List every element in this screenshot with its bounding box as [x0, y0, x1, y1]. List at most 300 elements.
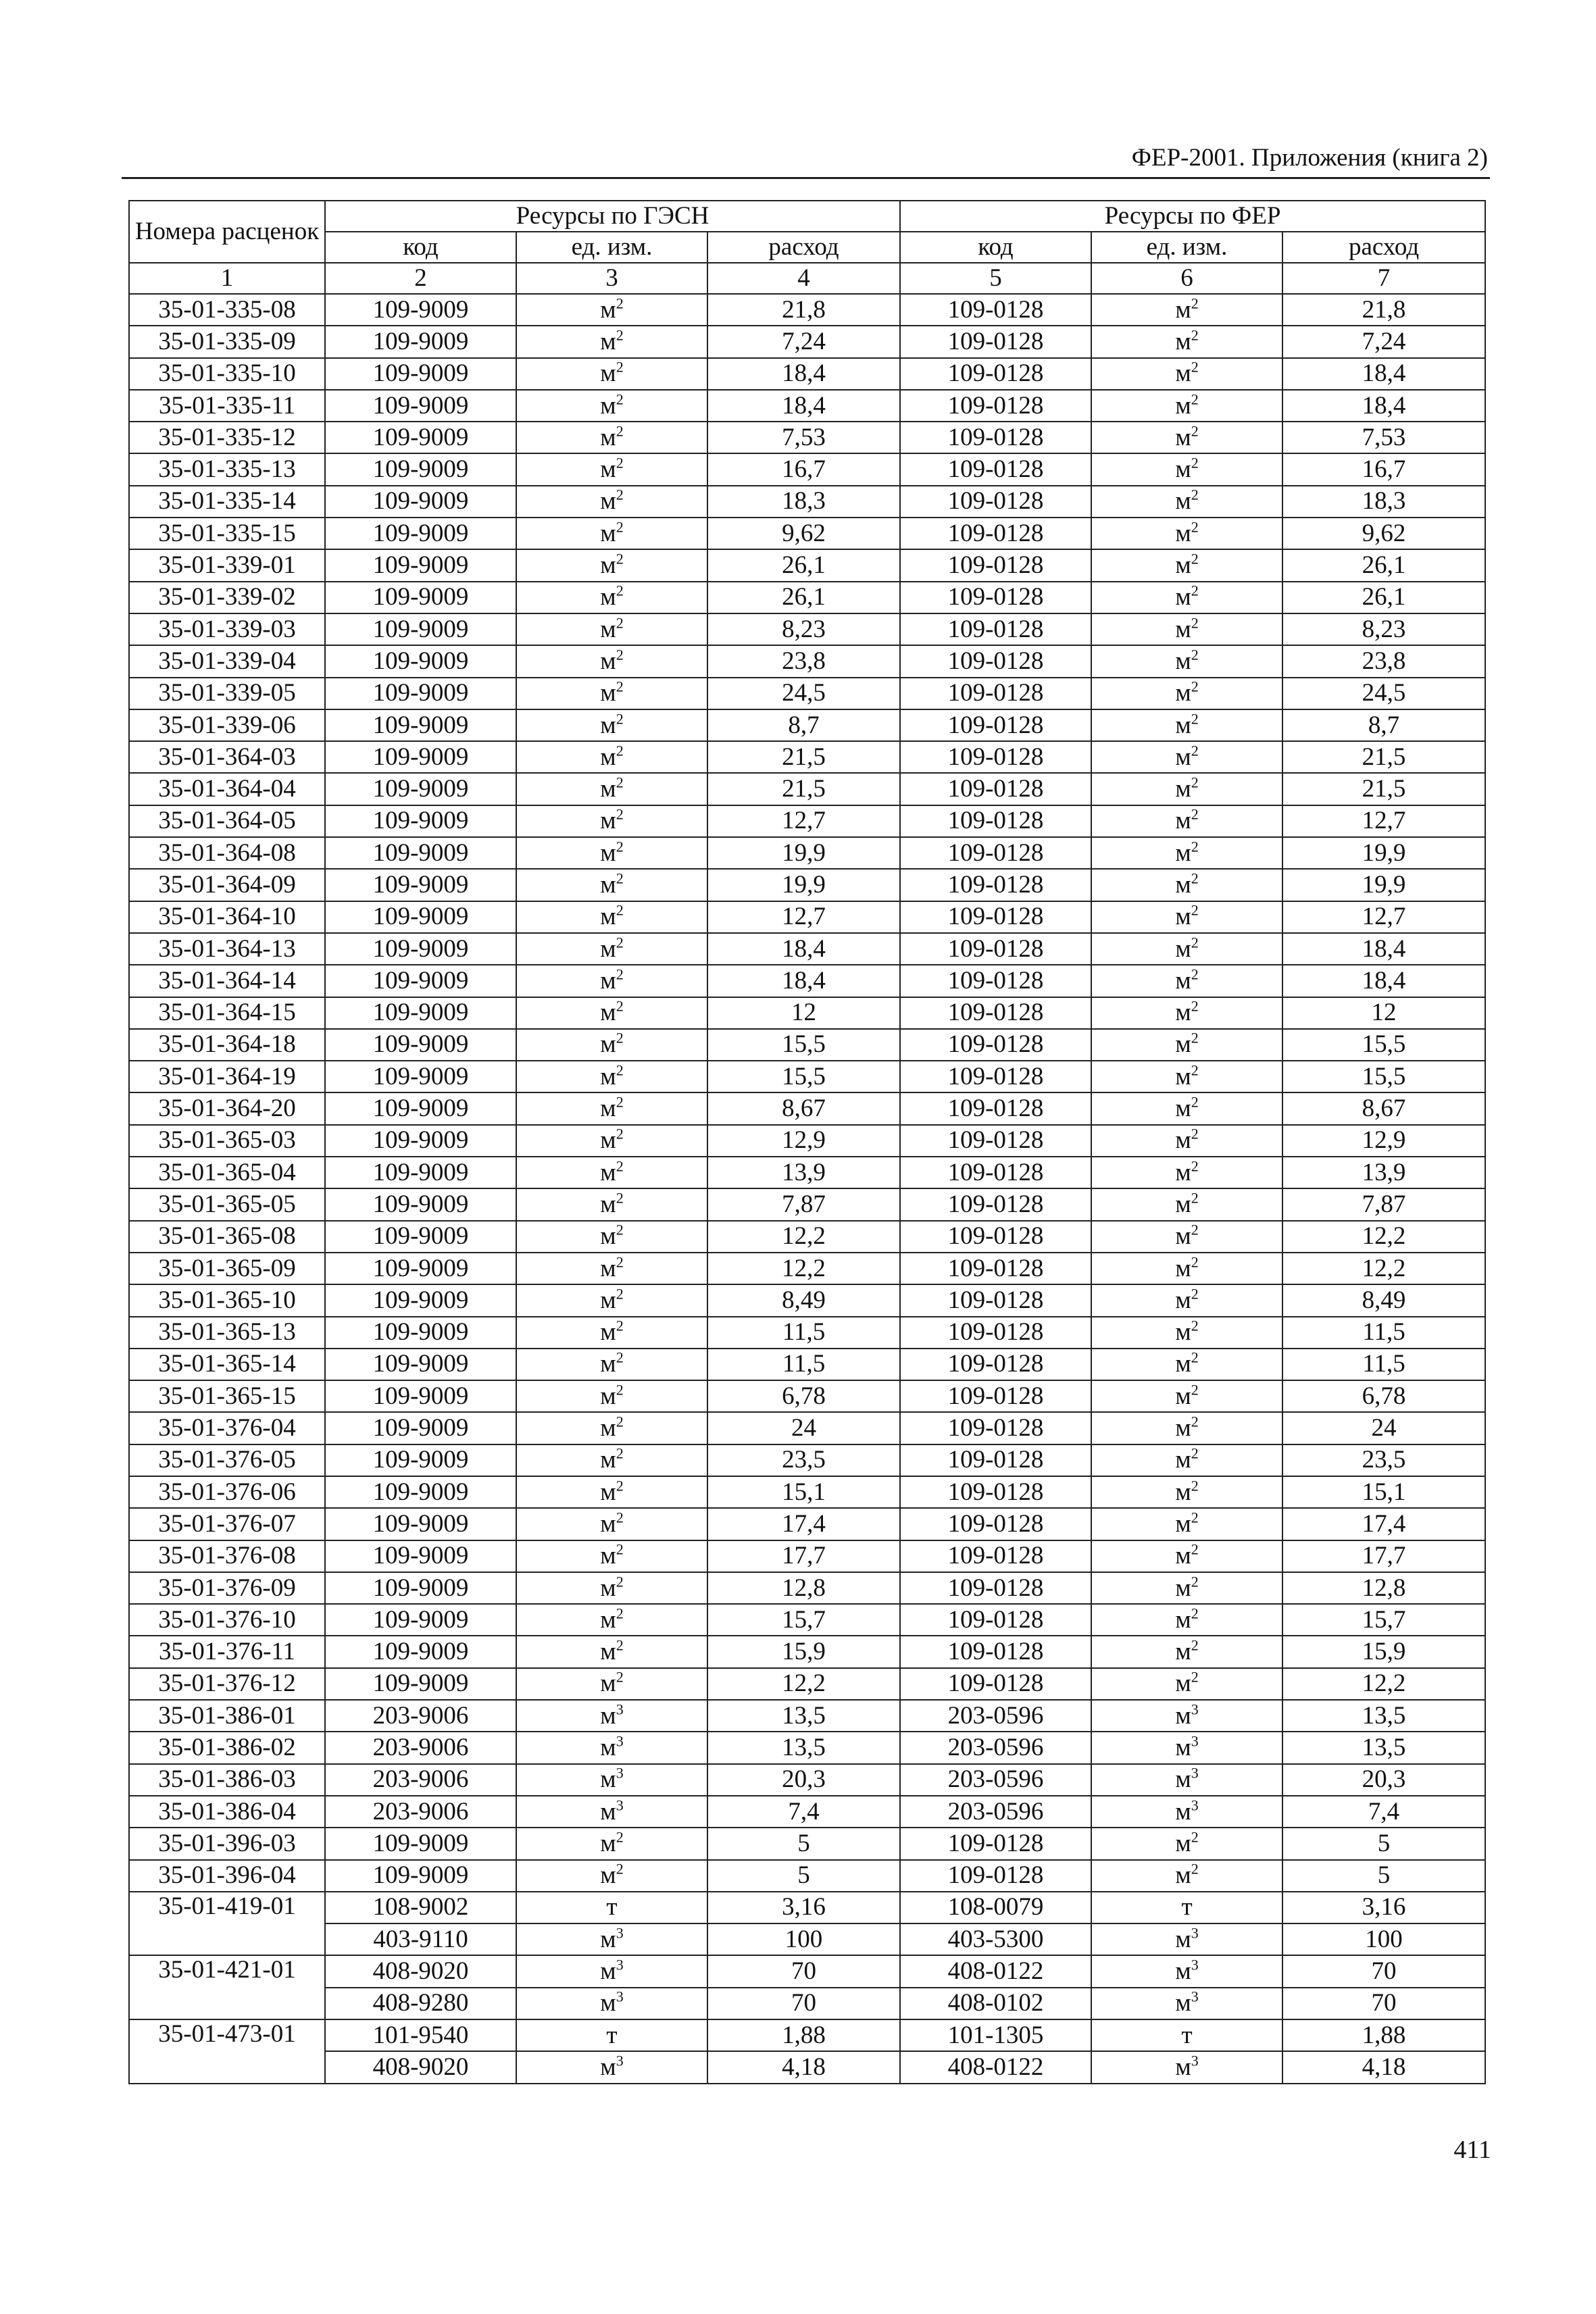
unit-exponent: 2: [616, 774, 624, 791]
table-row: [129, 997, 1485, 1029]
rate-number-cell: 35-01-339-05: [129, 678, 325, 709]
page-number: 411: [1453, 2136, 1491, 2164]
gesn-unit-cell: [516, 1125, 707, 1157]
gesn-code-cell: 109-9009: [325, 1092, 516, 1124]
fer-code-cell: 109-0128: [900, 1412, 1091, 1444]
fer-code-cell: 109-0128: [900, 486, 1091, 518]
unit-text: м: [1175, 1478, 1191, 1506]
gesn-qty-cell: 18,4: [707, 933, 900, 965]
table-row: [129, 518, 1485, 549]
gesn-code-cell: 109-9009: [325, 1029, 516, 1061]
fer-unit-cell: [1091, 741, 1282, 773]
fer-qty-cell: 13,9: [1282, 1157, 1485, 1188]
gesn-unit-cell: [516, 997, 707, 1029]
fer-unit-cell: [1091, 1572, 1282, 1604]
table-row: [129, 901, 1485, 933]
gesn-unit-cell: [516, 1317, 707, 1349]
fer-qty-cell: 16,7: [1282, 453, 1485, 485]
unit-exponent: 2: [1191, 550, 1199, 568]
gesn-unit-cell: [516, 326, 707, 357]
gesn-code-cell: 109-9009: [325, 1412, 516, 1444]
gesn-code-cell: 109-9009: [325, 390, 516, 422]
fer-qty-cell: 7,24: [1282, 326, 1485, 357]
unit-exponent: 2: [616, 1605, 624, 1622]
gesn-code-cell: 109-9009: [325, 1253, 516, 1284]
unit-text: м: [600, 1542, 616, 1570]
fer-unit-cell: [1091, 1732, 1282, 1763]
gesn-unit-cell: [516, 1700, 707, 1732]
unit-exponent: 2: [1191, 1413, 1199, 1430]
column-number: 6: [1091, 263, 1282, 294]
gesn-unit-cell: [516, 1540, 707, 1572]
gesn-code-cell: 109-9009: [325, 933, 516, 965]
fer-unit-cell: [1091, 1349, 1282, 1380]
fer-unit-cell: [1091, 997, 1282, 1029]
table-row: [129, 773, 1485, 805]
fer-qty-cell: 11,5: [1282, 1349, 1485, 1380]
rate-number-cell: 35-01-339-02: [129, 582, 325, 613]
fer-unit-cell: [1091, 1668, 1282, 1700]
gesn-code-cell: 109-9009: [325, 1125, 516, 1157]
unit-exponent: 2: [616, 550, 624, 568]
unit-text: м: [600, 1350, 616, 1378]
table-row: [129, 837, 1485, 869]
gesn-qty-cell: 70: [707, 1955, 900, 1987]
gesn-unit-header: ед. изм.: [516, 232, 707, 263]
gesn-code-cell: 109-9009: [325, 1444, 516, 1476]
fer-code-cell: 109-0128: [900, 709, 1091, 741]
fer-code-cell: 109-0128: [900, 1029, 1091, 1061]
table-row: [129, 1061, 1485, 1092]
unit-exponent: 2: [616, 614, 624, 632]
fer-qty-cell: 70: [1282, 1988, 1485, 2019]
unit-exponent: 2: [1191, 1509, 1199, 1526]
fer-code-cell: 403-5300: [900, 1923, 1091, 1955]
gesn-code-cell: 109-9009: [325, 1572, 516, 1604]
gesn-unit-cell: [516, 518, 707, 549]
table-row: [129, 965, 1485, 997]
gesn-unit-cell: [516, 773, 707, 805]
fer-code-cell: 109-0128: [900, 1188, 1091, 1220]
table-row: [129, 1828, 1485, 1859]
rate-number-cell: 35-01-365-10: [129, 1284, 325, 1316]
fer-qty-cell: 7,4: [1282, 1796, 1485, 1828]
gesn-code-cell: 109-9009: [325, 422, 516, 453]
unit-exponent: 2: [1191, 1669, 1199, 1686]
table-row: [129, 1092, 1485, 1124]
fer-qty-cell: 4,18: [1282, 2051, 1485, 2083]
fer-unit-cell: [1091, 1157, 1282, 1188]
gesn-unit-cell: [516, 1923, 707, 1955]
fer-code-header: код: [900, 232, 1091, 263]
gesn-resources-header: Ресурсы по ГЭСН: [325, 201, 900, 232]
table-row: [129, 422, 1485, 453]
fer-unit-cell: [1091, 1029, 1282, 1061]
unit-text: м: [600, 1861, 616, 1890]
fer-unit-cell: [1091, 613, 1282, 645]
unit-text: м: [1175, 679, 1191, 707]
unit-text: м: [1175, 1701, 1191, 1730]
unit-exponent: 2: [1191, 1860, 1199, 1878]
unit-exponent: 2: [616, 710, 624, 728]
column-number: 5: [900, 263, 1091, 294]
gesn-code-cell: 109-9009: [325, 1380, 516, 1412]
gesn-qty-cell: 18,3: [707, 486, 900, 518]
fer-qty-cell: 15,5: [1282, 1061, 1485, 1092]
fer-code-cell: 109-0128: [900, 1061, 1091, 1092]
fer-unit-cell: [1091, 1188, 1282, 1220]
rate-number-cell: 35-01-364-09: [129, 869, 325, 901]
unit-text: м: [600, 1286, 616, 1314]
unit-text: м: [1175, 1254, 1191, 1282]
gesn-qty-cell: 26,1: [707, 549, 900, 581]
rate-number-cell: 35-01-376-11: [129, 1636, 325, 1667]
fer-qty-cell: 21,8: [1282, 294, 1485, 326]
unit-exponent: 2: [616, 1157, 624, 1175]
fer-unit-cell: [1091, 1988, 1282, 2019]
gesn-qty-cell: 9,62: [707, 518, 900, 549]
gesn-qty-cell: 20,3: [707, 1764, 900, 1796]
fer-unit-cell: [1091, 2051, 1282, 2083]
unit-text: м: [1175, 519, 1191, 547]
gesn-qty-cell: 8,23: [707, 613, 900, 645]
fer-qty-cell: 18,4: [1282, 965, 1485, 997]
fer-qty-cell: 21,5: [1282, 773, 1485, 805]
gesn-qty-cell: 5: [707, 1860, 900, 1892]
unit-exponent: 2: [1191, 1445, 1199, 1462]
unit-text: м: [600, 1222, 616, 1251]
rate-number-cell: 35-01-376-10: [129, 1604, 325, 1636]
unit-text: м: [600, 1765, 616, 1794]
unit-exponent: 2: [616, 1349, 624, 1367]
fer-unit-cell: [1091, 901, 1282, 933]
gesn-qty-cell: 13,9: [707, 1157, 900, 1188]
rate-number-cell: 35-01-365-13: [129, 1317, 325, 1349]
fer-qty-cell: 26,1: [1282, 582, 1485, 613]
fer-qty-cell: 24,5: [1282, 678, 1485, 709]
unit-exponent: 2: [616, 454, 624, 472]
gesn-unit-cell: [516, 1764, 707, 1796]
rate-number-cell: 35-01-386-03: [129, 1764, 325, 1796]
fer-qty-cell: 12,7: [1282, 805, 1485, 837]
table-row: [129, 1860, 1485, 1892]
table-row: [129, 1955, 1485, 1987]
unit-text: м: [600, 647, 616, 675]
unit-exponent: 2: [1191, 391, 1199, 408]
fer-code-cell: 109-0128: [900, 1317, 1091, 1349]
fer-unit-cell: [1091, 582, 1282, 613]
gesn-qty-cell: 19,9: [707, 837, 900, 869]
column-number: 2: [325, 263, 516, 294]
gesn-unit-cell: [516, 1476, 707, 1508]
fer-unit-cell: [1091, 2019, 1282, 2051]
unit-exponent: 2: [616, 422, 624, 440]
table-row: [129, 326, 1485, 357]
fer-code-cell: 109-0128: [900, 1636, 1091, 1667]
fer-qty-cell: 23,8: [1282, 645, 1485, 677]
gesn-qty-cell: 100: [707, 1923, 900, 1955]
gesn-code-cell: 408-9280: [325, 1988, 516, 2019]
gesn-unit-cell: [516, 678, 707, 709]
unit-text: м: [600, 838, 616, 867]
unit-text: м: [600, 615, 616, 643]
table-row: [129, 1508, 1485, 1540]
gesn-qty-cell: 15,5: [707, 1029, 900, 1061]
unit-exponent: 3: [1191, 1988, 1199, 2006]
unit-exponent: 2: [1191, 1573, 1199, 1590]
fer-code-cell: 109-0128: [900, 1572, 1091, 1604]
fer-qty-cell: 19,9: [1282, 837, 1485, 869]
unit-exponent: 2: [1191, 326, 1199, 344]
gesn-unit-cell: [516, 2019, 707, 2051]
gesn-qty-cell: 17,4: [707, 1508, 900, 1540]
unit-exponent: 2: [1191, 422, 1199, 440]
fer-code-cell: 109-0128: [900, 326, 1091, 357]
fer-unit-cell: [1091, 1221, 1282, 1253]
running-header: ФЕР-2001. Приложения (книга 2): [1131, 144, 1488, 172]
gesn-code-cell: 109-9009: [325, 358, 516, 390]
fer-qty-cell: 15,5: [1282, 1029, 1485, 1061]
unit-text: м: [1175, 1222, 1191, 1251]
gesn-unit-cell: [516, 741, 707, 773]
unit-exponent: 2: [1191, 678, 1199, 695]
gesn-code-cell: 109-9009: [325, 549, 516, 581]
gesn-code-cell: 109-9009: [325, 805, 516, 837]
unit-text: м: [1175, 295, 1191, 324]
gesn-unit-cell: [516, 709, 707, 741]
table-body: [129, 294, 1485, 2084]
gesn-unit-cell: [516, 613, 707, 645]
table-row: [129, 1284, 1485, 1316]
fer-qty-cell: 18,4: [1282, 933, 1485, 965]
unit-exponent: 2: [1191, 965, 1199, 983]
unit-text: м: [600, 807, 616, 835]
rate-number-cell: 35-01-364-04: [129, 773, 325, 805]
gesn-unit-cell: [516, 869, 707, 901]
fer-unit-cell: [1091, 518, 1282, 549]
gesn-unit-cell: [516, 805, 707, 837]
gesn-code-cell: 109-9009: [325, 837, 516, 869]
gesn-qty-cell: 6,78: [707, 1380, 900, 1412]
unit-text: м: [600, 391, 616, 420]
fer-unit-cell: [1091, 1317, 1282, 1349]
unit-text: м: [600, 1318, 616, 1347]
unit-text: т: [606, 1893, 618, 1921]
unit-exponent: 2: [1191, 1285, 1199, 1303]
unit-exponent: 2: [1191, 646, 1199, 663]
unit-exponent: 2: [1191, 1605, 1199, 1622]
table-row: [129, 869, 1485, 901]
unit-text: м: [600, 1095, 616, 1123]
gesn-qty-cell: 8,7: [707, 709, 900, 741]
unit-text: м: [600, 1829, 616, 1857]
unit-text: м: [600, 1190, 616, 1218]
rate-number-cell: 35-01-365-09: [129, 1253, 325, 1284]
gesn-code-cell: 109-9009: [325, 294, 516, 326]
unit-exponent: 2: [1191, 1317, 1199, 1334]
gesn-code-cell: 109-9009: [325, 965, 516, 997]
gesn-unit-cell: [516, 2051, 707, 2083]
unit-text: м: [1175, 1989, 1191, 2017]
gesn-qty-cell: 16,7: [707, 453, 900, 485]
table-row: [129, 453, 1485, 485]
gesn-qty-cell: 12,7: [707, 901, 900, 933]
fer-code-cell: 109-0128: [900, 1444, 1091, 1476]
unit-text: м: [1175, 1318, 1191, 1347]
fer-qty-header: расход: [1282, 232, 1485, 263]
table-row: [129, 645, 1485, 677]
fer-unit-cell: [1091, 358, 1282, 390]
table-row: [129, 1349, 1485, 1380]
fer-qty-cell: 5: [1282, 1828, 1485, 1859]
unit-exponent: 2: [1191, 486, 1199, 504]
rate-number-cell: 35-01-335-09: [129, 326, 325, 357]
fer-qty-cell: 7,53: [1282, 422, 1485, 453]
unit-exponent: 2: [616, 870, 624, 887]
gesn-code-cell: 109-9009: [325, 645, 516, 677]
unit-text: м: [600, 1957, 616, 1986]
gesn-code-cell: 109-9009: [325, 869, 516, 901]
table-row: [129, 1253, 1485, 1284]
gesn-unit-cell: [516, 582, 707, 613]
fer-code-cell: 109-0128: [900, 549, 1091, 581]
unit-exponent: 2: [616, 1669, 624, 1686]
fer-code-cell: 109-0128: [900, 837, 1091, 869]
unit-exponent: 2: [1191, 1540, 1199, 1558]
gesn-unit-cell: [516, 1412, 707, 1444]
rate-number-cell: 35-01-335-10: [129, 358, 325, 390]
unit-exponent: 2: [1191, 295, 1199, 312]
rate-number-cell: 35-01-335-11: [129, 390, 325, 422]
table-row: [129, 1668, 1485, 1700]
unit-text: м: [600, 903, 616, 931]
fer-unit-cell: [1091, 1508, 1282, 1540]
fer-resources-header: Ресурсы по ФЕР: [900, 201, 1485, 232]
gesn-unit-cell: [516, 486, 707, 518]
unit-text: м: [1175, 1414, 1191, 1442]
gesn-unit-cell: [516, 1061, 707, 1092]
table-row: [129, 549, 1485, 581]
unit-text: м: [600, 1701, 616, 1730]
table-row: [129, 678, 1485, 709]
rate-number-cell: 35-01-339-03: [129, 613, 325, 645]
gesn-qty-cell: 7,87: [707, 1188, 900, 1220]
gesn-code-cell: 203-9006: [325, 1700, 516, 1732]
table-row: [129, 1572, 1485, 1604]
unit-exponent: 2: [616, 1509, 624, 1526]
table-row: [129, 709, 1485, 741]
gesn-unit-cell: [516, 965, 707, 997]
table-row: [129, 1700, 1485, 1732]
fer-code-cell: 203-0596: [900, 1700, 1091, 1732]
fer-code-cell: 109-0128: [900, 1540, 1091, 1572]
unit-text: м: [1175, 1382, 1191, 1410]
fer-code-cell: 109-0128: [900, 645, 1091, 677]
rate-number-cell: 35-01-376-09: [129, 1572, 325, 1604]
gesn-code-cell: 109-9009: [325, 1317, 516, 1349]
unit-text: м: [1175, 551, 1191, 580]
unit-exponent: 2: [616, 582, 624, 599]
fer-code-cell: 109-0128: [900, 1221, 1091, 1253]
gesn-code-cell: 109-9009: [325, 901, 516, 933]
table-row: [129, 1221, 1485, 1253]
unit-text: м: [600, 2053, 616, 2081]
unit-text: м: [600, 966, 616, 995]
gesn-qty-cell: 21,5: [707, 773, 900, 805]
unit-exponent: 2: [1191, 774, 1199, 791]
fer-qty-cell: 3,16: [1282, 1892, 1485, 1923]
gesn-unit-cell: [516, 1604, 707, 1636]
fer-unit-header: ед. изм.: [1091, 232, 1282, 263]
fer-code-cell: 109-0128: [900, 1604, 1091, 1636]
fer-qty-cell: 13,5: [1282, 1700, 1485, 1732]
rate-number-cell: 35-01-396-03: [129, 1828, 325, 1859]
fer-unit-cell: [1091, 837, 1282, 869]
fer-qty-cell: 23,5: [1282, 1444, 1485, 1476]
unit-text: м: [600, 583, 616, 611]
gesn-unit-cell: [516, 1444, 707, 1476]
unit-text: м: [600, 999, 616, 1027]
fer-qty-cell: 8,67: [1282, 1092, 1485, 1124]
fer-code-cell: 109-0128: [900, 1380, 1091, 1412]
unit-exponent: 3: [616, 1701, 624, 1718]
column-number: 3: [516, 263, 707, 294]
unit-exponent: 3: [616, 1956, 624, 1973]
gesn-unit-cell: [516, 1572, 707, 1604]
fer-unit-cell: [1091, 1061, 1282, 1092]
table-row: [129, 1476, 1485, 1508]
column-number-row: [129, 263, 1485, 294]
unit-exponent: 2: [1191, 1189, 1199, 1207]
fer-code-cell: 408-0122: [900, 1955, 1091, 1987]
fer-code-cell: 203-0596: [900, 1732, 1091, 1763]
gesn-qty-cell: 15,7: [707, 1604, 900, 1636]
unit-exponent: 2: [616, 1093, 624, 1111]
unit-text: м: [600, 934, 616, 963]
gesn-unit-cell: [516, 645, 707, 677]
gesn-code-cell: 109-9009: [325, 773, 516, 805]
unit-text: т: [1181, 1893, 1193, 1921]
unit-exponent: 2: [616, 1253, 624, 1271]
fer-code-cell: 109-0128: [900, 933, 1091, 965]
unit-exponent: 3: [616, 1988, 624, 2006]
unit-text: т: [606, 2021, 618, 2049]
fer-unit-cell: [1091, 965, 1282, 997]
unit-text: м: [1175, 1861, 1191, 1890]
fer-unit-cell: [1091, 422, 1282, 453]
fer-qty-cell: 15,1: [1282, 1476, 1485, 1508]
rate-number-cell: 35-01-339-01: [129, 549, 325, 581]
gesn-qty-cell: 21,5: [707, 741, 900, 773]
unit-text: м: [600, 743, 616, 771]
unit-text: м: [1175, 1542, 1191, 1570]
fer-unit-cell: [1091, 1923, 1282, 1955]
gesn-code-cell: 109-9009: [325, 678, 516, 709]
fer-qty-cell: 17,7: [1282, 1540, 1485, 1572]
fer-unit-cell: [1091, 294, 1282, 326]
fer-qty-cell: 12,2: [1282, 1668, 1485, 1700]
gesn-qty-cell: 70: [707, 1988, 900, 2019]
unit-exponent: 2: [616, 391, 624, 408]
gesn-unit-cell: [516, 1508, 707, 1540]
gesn-code-cell: 403-9110: [325, 1923, 516, 1955]
unit-text: м: [1175, 1925, 1191, 1953]
gesn-code-cell: 109-9009: [325, 1860, 516, 1892]
rate-number-cell: 35-01-364-05: [129, 805, 325, 837]
gesn-code-cell: 109-9009: [325, 1284, 516, 1316]
gesn-code-cell: 109-9009: [325, 1604, 516, 1636]
rate-number-cell: 35-01-376-05: [129, 1444, 325, 1476]
